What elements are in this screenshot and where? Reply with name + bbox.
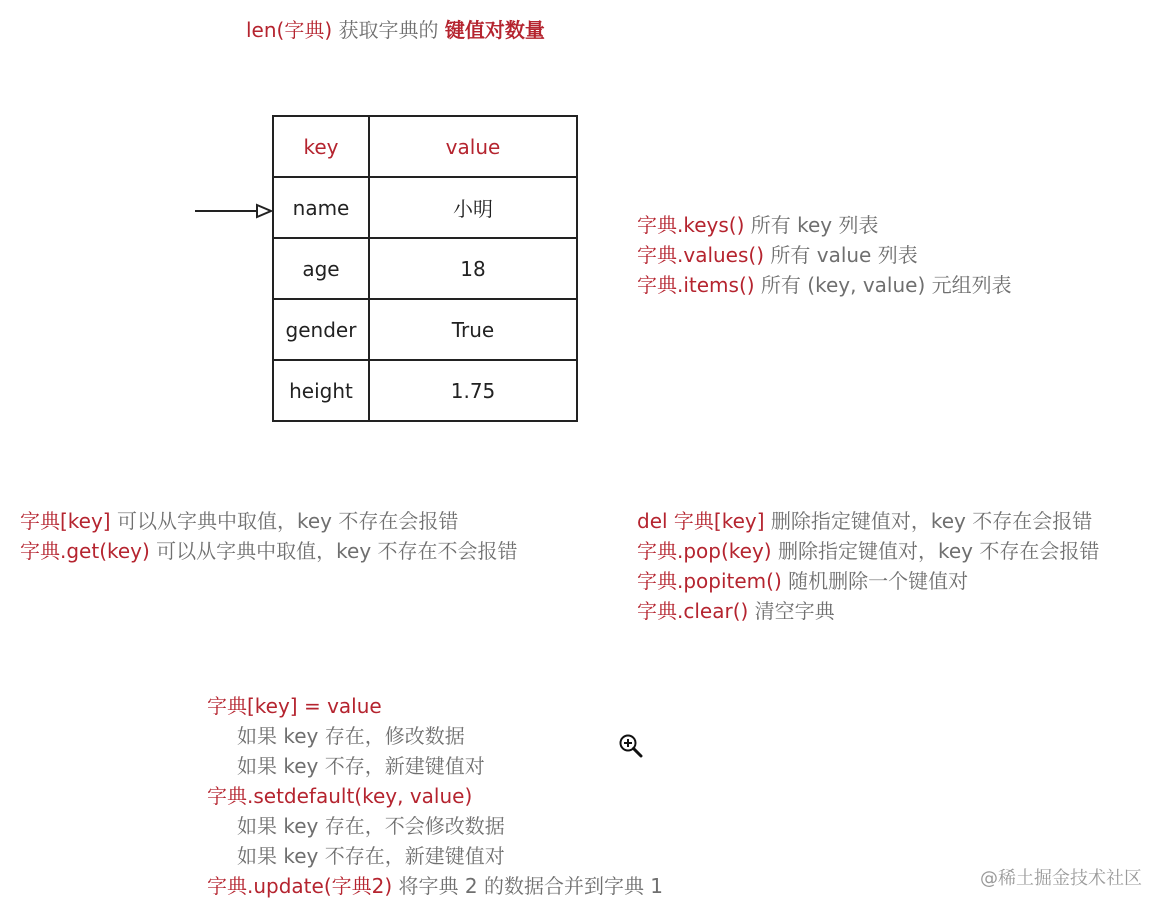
method-code: del 字典[key] <box>637 509 765 533</box>
keys-methods-block <box>637 210 1012 300</box>
method-code: 字典.get(key) <box>20 539 150 563</box>
update-desc: 将字典 2 的数据合并到字典 1 <box>392 874 664 898</box>
method-desc: 删除指定键值对，key 不存在会报错 <box>764 509 1093 533</box>
row-value: True <box>369 299 577 360</box>
method-line <box>20 506 518 536</box>
delete-methods-block <box>637 506 1099 626</box>
method-desc: 所有 value 列表 <box>764 243 918 267</box>
update-line <box>207 871 663 901</box>
row-key: age <box>273 238 369 299</box>
setdefault-note: 如果 key 存在，不会修改数据 <box>237 814 505 838</box>
method-line <box>637 270 1012 300</box>
row-value: 1.75 <box>369 360 577 421</box>
row-key: name <box>273 177 369 238</box>
title-func: len(字典) <box>246 18 333 42</box>
method-desc: 可以从字典中取值，key 不存在会报错 <box>110 509 459 533</box>
title-desc: 获取字典的 <box>332 18 445 42</box>
method-line <box>20 536 518 566</box>
setdefault-note: 如果 key 不存在，新建键值对 <box>237 844 505 868</box>
row-value: 小明 <box>369 177 577 238</box>
row-key: gender <box>273 299 369 360</box>
method-code: 字典.popitem() <box>637 569 782 593</box>
method-line <box>637 536 1099 566</box>
method-line <box>637 596 1099 626</box>
method-desc: 随机删除一个键值对 <box>781 569 969 593</box>
assign-note: 如果 key 不存，新建键值对 <box>237 754 485 778</box>
setdefault-code: 字典.setdefault(key, value) <box>207 784 473 808</box>
method-code: 字典.items() <box>637 273 755 297</box>
table-row <box>273 360 577 421</box>
set-methods-block <box>207 691 663 901</box>
method-line <box>637 506 1099 536</box>
header-key: key <box>273 116 369 177</box>
title-emph: 键值对数量 <box>444 18 545 42</box>
method-line <box>637 240 1012 270</box>
method-code: 字典.keys() <box>637 213 745 237</box>
update-code: 字典.update(字典2) <box>207 874 393 898</box>
table-header-row <box>273 116 577 177</box>
assign-note: 如果 key 存在，修改数据 <box>237 724 465 748</box>
table-row <box>273 177 577 238</box>
table-row <box>273 238 577 299</box>
method-code: 字典.values() <box>637 243 765 267</box>
method-line <box>637 210 1012 240</box>
method-desc: 删除指定键值对，key 不存在会报错 <box>771 539 1100 563</box>
arrow-right-icon <box>195 200 275 222</box>
header-value: value <box>369 116 577 177</box>
method-desc: 所有 (key, value) 元组列表 <box>754 273 1012 297</box>
method-code: 字典[key] <box>20 509 111 533</box>
dict-table <box>272 115 578 422</box>
assign-code: 字典[key] = value <box>207 694 382 718</box>
row-key: height <box>273 360 369 421</box>
get-methods-block <box>20 506 518 566</box>
method-code: 字典.pop(key) <box>637 539 772 563</box>
row-value: 18 <box>369 238 577 299</box>
method-desc: 可以从字典中取值，key 不存在不会报错 <box>149 539 518 563</box>
method-code: 字典.clear() <box>637 599 749 623</box>
method-desc: 所有 key 列表 <box>744 213 879 237</box>
title-line <box>246 15 545 45</box>
table-row <box>273 299 577 360</box>
zoom-in-icon <box>618 733 644 759</box>
watermark: @稀土掘金技术社区 <box>980 868 1142 889</box>
method-desc: 清空字典 <box>748 599 835 623</box>
method-line <box>637 566 1099 596</box>
